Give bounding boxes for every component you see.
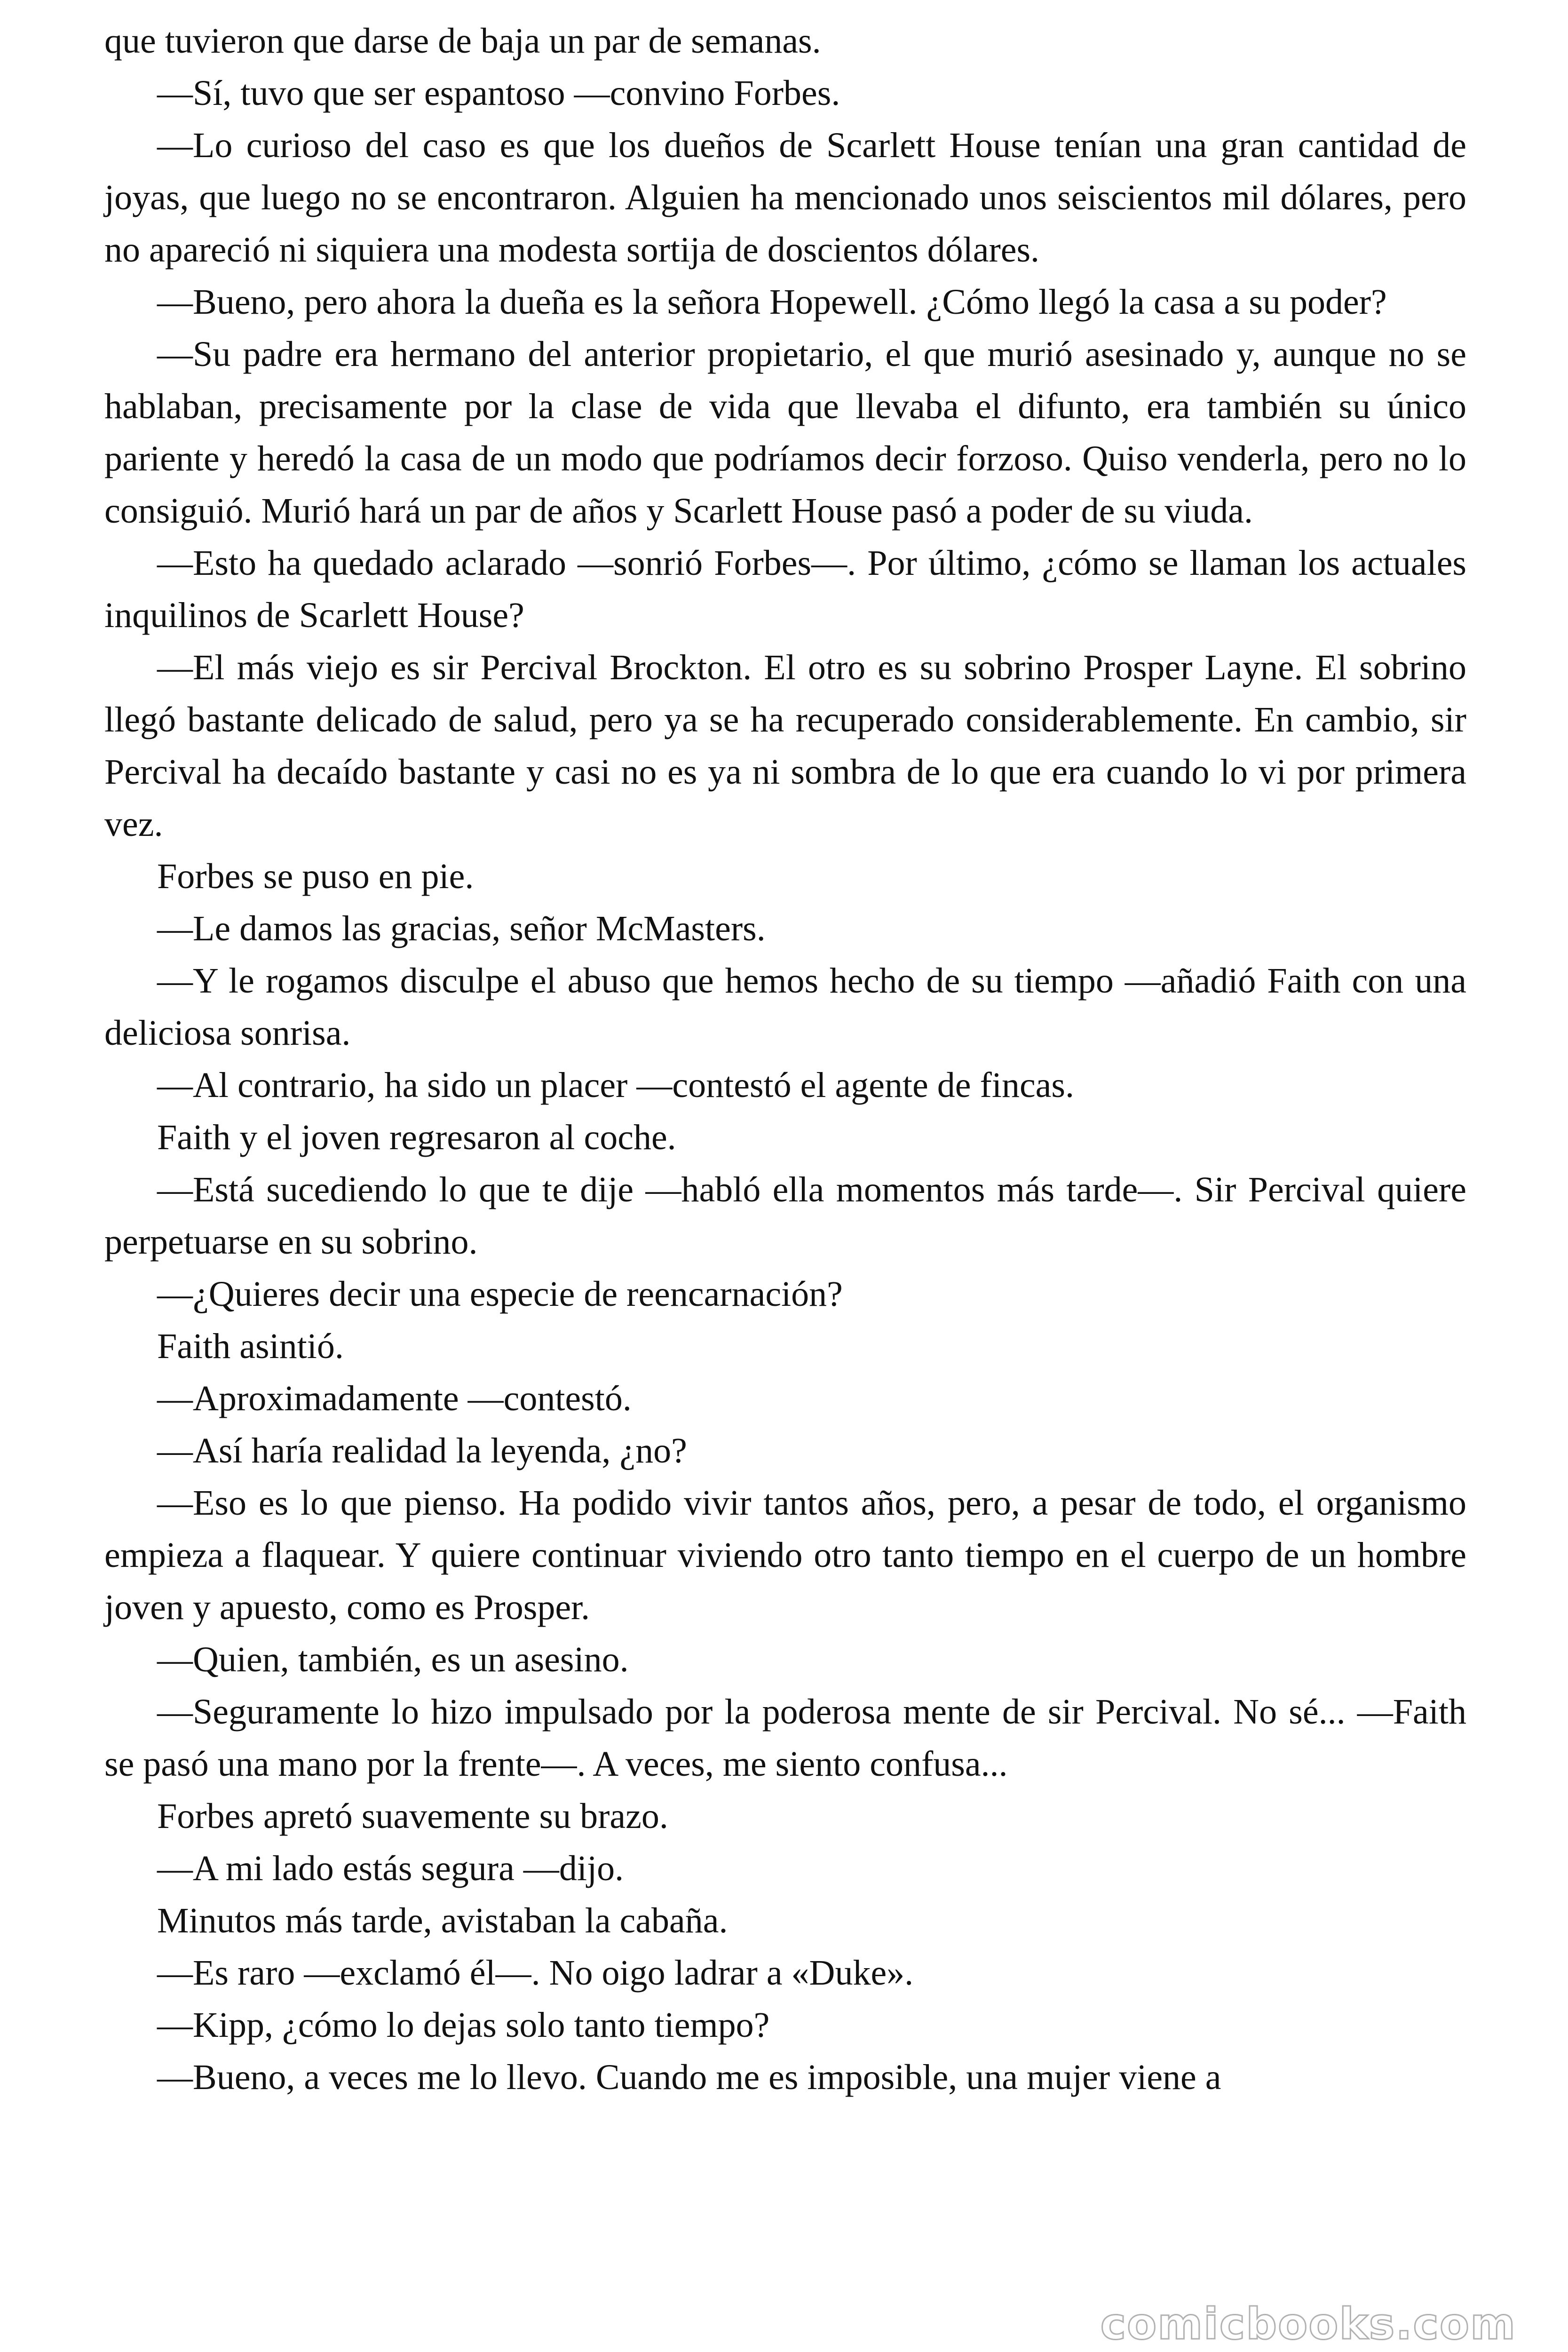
paragraph: —Bueno, pero ahora la dueña es la señora Hopewell. ¿Cómo llegó la casa a su poder? xyxy=(157,282,1387,322)
paragraph: —Aproximadamente —contestó. xyxy=(157,1379,632,1418)
paragraph: —Esto ha quedado aclarado —sonrió Forbes—. Por último, ¿cómo se llaman los actuales inquilinos de Scarlett House? xyxy=(104,543,1466,635)
paragraph: Forbes se puso en pie. xyxy=(157,857,474,896)
paragraph: —Sí, tuvo que ser espantoso —convino Forbes. xyxy=(157,73,840,113)
paragraph: que tuvieron que darse de baja un par de semanas. xyxy=(104,21,821,61)
paragraph: —El más viejo es sir Percival Brockton. El otro es su sobrino Prosper Layne. El sobrino llegó bastante delicado de salud, pero ya se ha recuperado considerablemente. En cambio, sir Percival ha decaído bastante y casi no es ya ni sombra de lo que era cuando lo vi por primera vez. xyxy=(104,648,1466,844)
paragraph: —Al contrario, ha sido un placer —contestó el agente de fincas. xyxy=(157,1065,1074,1105)
paragraph: —Su padre era hermano del anterior propietario, el que murió asesinado y, aunque no se hablaban, precisamente por la clase de vida que llevaba el difunto, era también su único pariente y heredó la casa de un modo que podríamos decir forzoso. Quiso venderla, pero no lo consiguió. Murió hará un par de años y Scarlett House pasó a poder de su viuda. xyxy=(104,334,1466,531)
paragraph: Faith y el joven regresaron al coche. xyxy=(157,1118,676,1157)
paragraph: Minutos más tarde, avistaban la cabaña. xyxy=(157,1901,728,1940)
paragraph: —Lo curioso del caso es que los dueños de Scarlett House tenían una gran cantidad de joyas, que luego no se encontraron. Alguien ha mencionado unos seiscientos mil dólares, pero no apareció ni siquiera una modesta sortija de doscientos dólares. xyxy=(104,126,1466,270)
paragraph: —Quien, también, es un asesino. xyxy=(157,1640,629,1679)
paragraph: —Le damos las gracias, señor McMasters. xyxy=(157,909,766,948)
paragraph: —Y le rogamos disculpe el abuso que hemos hecho de su tiempo —añadió Faith con una deliciosa sonrisa. xyxy=(104,961,1466,1053)
watermark: comicbooks.com xyxy=(1100,2299,1516,2349)
paragraph: Forbes apretó suavemente su brazo. xyxy=(157,1796,668,1836)
body-text xyxy=(104,15,1466,2104)
paragraph: —Está sucediendo lo que te dije —habló ella momentos más tarde—. Sir Percival quiere perpetuarse en su sobrino. xyxy=(104,1170,1466,1262)
paragraph: —¿Quieres decir una especie de reencarnación? xyxy=(157,1274,843,1314)
paragraph: Faith asintió. xyxy=(157,1327,344,1366)
paragraph: —Así haría realidad la leyenda, ¿no? xyxy=(157,1431,687,1470)
paragraph: —Bueno, a veces me lo llevo. Cuando me es imposible, una mujer viene a xyxy=(157,2058,1221,2097)
paragraph: —Kipp, ¿cómo lo dejas solo tanto tiempo? xyxy=(157,2005,770,2045)
paragraph: —A mi lado estás segura —dijo. xyxy=(157,1849,624,1888)
paragraph: —Eso es lo que pienso. Ha podido vivir tantos años, pero, a pesar de todo, el organismo empieza a flaquear. Y quiere continuar viviendo otro tanto tiempo en el cuerpo de un hombre joven y apuesto, como es Prosper. xyxy=(104,1483,1466,1627)
paragraph: —Es raro —exclamó él—. No oigo ladrar a «Duke». xyxy=(157,1953,914,1993)
paragraph: —Seguramente lo hizo impulsado por la poderosa mente de sir Percival. No sé... —Faith se pasó una mano por la frente—. A veces, me siento confusa... xyxy=(104,1692,1466,1784)
